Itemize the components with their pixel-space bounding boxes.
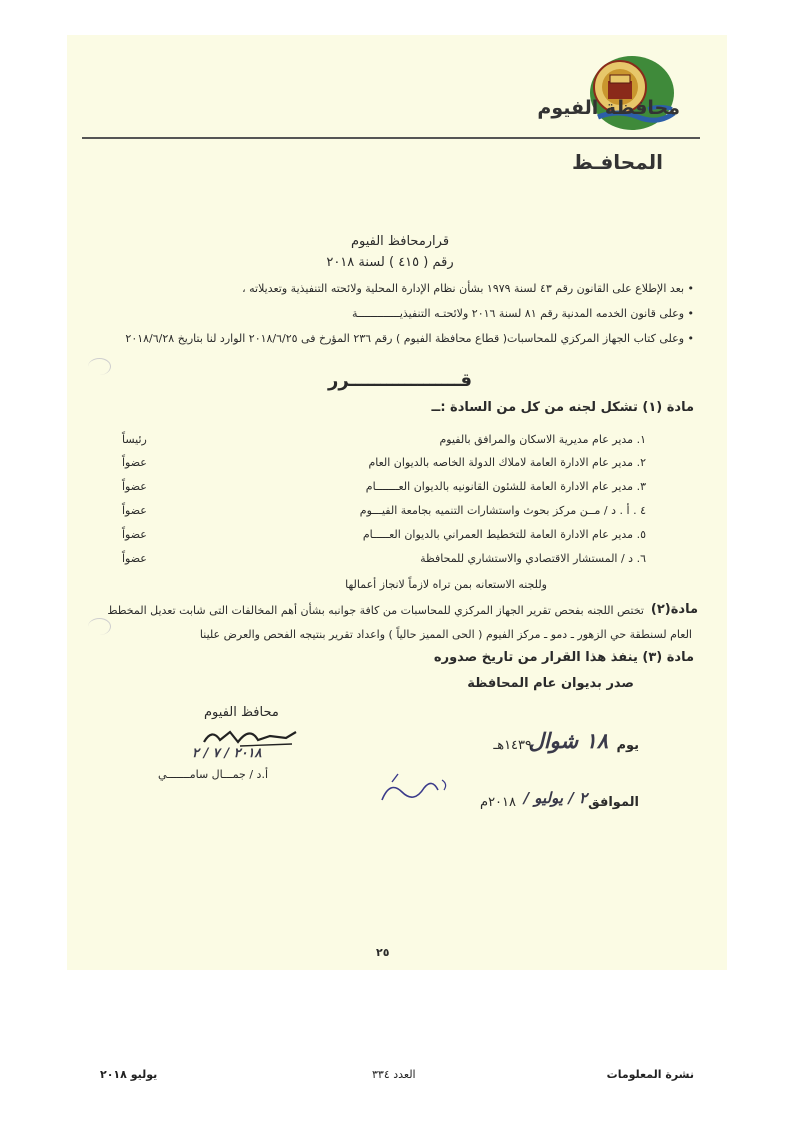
member-4: ٤ . أ . د / مــن مركز بحوث واستشارات التنميه بجامعة الفيـــوم bbox=[359, 504, 646, 517]
corresponding-handwritten: ٢ / يوليو / bbox=[523, 789, 587, 807]
header-divider bbox=[82, 137, 700, 139]
issued-line: صدر بديوان عام المحافظة bbox=[467, 676, 634, 691]
decision-title: قرارمحافظ الفيوم bbox=[350, 234, 450, 249]
article-3: مادة (٣) ينفذ هذا القرار من تاريخ صدوره bbox=[433, 650, 694, 665]
member-3-role: عضواً bbox=[122, 480, 147, 493]
preamble-1: • بعد الإطلاع على القانون رقم ٤٣ لسنة ١٩٧٩ بشأن نظام الإدارة المحلية ولائحته التنفيذية وتعديلاته ، bbox=[242, 282, 694, 295]
preamble-2: • وعلى قانون الخدمه المدنية رقم ٨١ لسنة ٢٠١٦ ولائحتـه التنفيذيـــــــــــــة bbox=[352, 307, 694, 320]
punch-mark bbox=[88, 358, 111, 375]
hijri-year: ١٤٣٩هـ bbox=[493, 738, 532, 753]
member-5: ٥. مدير عام الادارة العامة للتخطيط العمراني بالديوان العـــــام bbox=[362, 528, 646, 541]
punch-mark-2 bbox=[88, 618, 111, 635]
article-1: مادة (١) تشكل لجنه من كل من السادة :ــ bbox=[431, 400, 694, 415]
member-2-role: عضواً bbox=[122, 456, 147, 469]
preamble-3: • وعلى كتاب الجهاز المركزي للمحاسبات( قطاع محافظة الفيوم ) رقم ٢٣٦ المؤرخ فى ٢٠١٨/٦/٢٥ الوارد لنا بتاريخ ٢٠١٨/٦/٢٨ bbox=[125, 332, 694, 345]
page-number: ٢٥ bbox=[376, 946, 390, 959]
assist-note: وللجنه الاستعانه بمن تراه لازماً لانجاز أعمالها bbox=[345, 578, 547, 591]
gregorian-year: ٢٠١٨م bbox=[480, 795, 516, 810]
governorate-logo bbox=[588, 55, 676, 133]
member-5-role: عضواً bbox=[122, 528, 147, 541]
member-4-role: عضواً bbox=[122, 504, 147, 517]
governorate-name: محافظة الفيوم bbox=[537, 97, 680, 119]
footer-date: يوليو ٢٠١٨ bbox=[100, 1068, 158, 1081]
signature-date: ٢٠١٨ / ٧ / ٢ bbox=[192, 746, 262, 761]
governor-name: أ.د / جمـــال سامـــــــي bbox=[158, 768, 269, 781]
document-page bbox=[67, 35, 727, 970]
day-handwritten: ١٨ شوال bbox=[528, 728, 608, 753]
article-2-line-2: العام لسنطقة حي الزهور ـ دمو ـ مركز الفيوم ( الحى المميز حالياً ) واعداد تقرير بنتيجه الفحص والعرض علينا bbox=[199, 628, 692, 641]
office-title: المحافـظ bbox=[571, 150, 663, 174]
member-1: ١. مدير عام مديرية الاسكان والمرافق بالفيوم bbox=[439, 433, 646, 446]
member-2: ٢. مدير عام الادارة العامة لاملاك الدولة الخاصه بالديوان العام bbox=[368, 456, 646, 469]
member-6: ٦. د / المستشار الاقتصادي والاستشاري للمحافظة bbox=[420, 552, 646, 565]
member-6-role: عضواً bbox=[122, 552, 147, 565]
corresponding-label: الموافق bbox=[588, 795, 639, 810]
decision-number: رقم ( ٤١٥ ) لسنة ٢٠١٨ bbox=[326, 255, 454, 270]
member-3: ٣. مدير عام الادارة العامة للشئون القانونيه بالديوان العـــــــام bbox=[365, 480, 646, 493]
member-1-role: رئيساً bbox=[122, 433, 147, 446]
day-label: يوم bbox=[616, 738, 639, 753]
initials-scribble bbox=[372, 770, 462, 810]
article-2-label: مادة(٢) bbox=[650, 602, 698, 617]
decides-heading: قــــــــــــــــــرر bbox=[327, 370, 473, 391]
footer-publication: نشرة المعلومات bbox=[606, 1068, 694, 1081]
article-2-line-1: تختص اللجنه بفحص تقرير الجهاز المركزي للمحاسبات من كافة جوانبه بشأن أهم المخالفات التى شابت تعديل المخطط bbox=[107, 604, 644, 617]
footer-issue: العدد ٣٣٤ bbox=[372, 1068, 416, 1081]
signature-title: محافظ الفيوم bbox=[204, 705, 279, 720]
